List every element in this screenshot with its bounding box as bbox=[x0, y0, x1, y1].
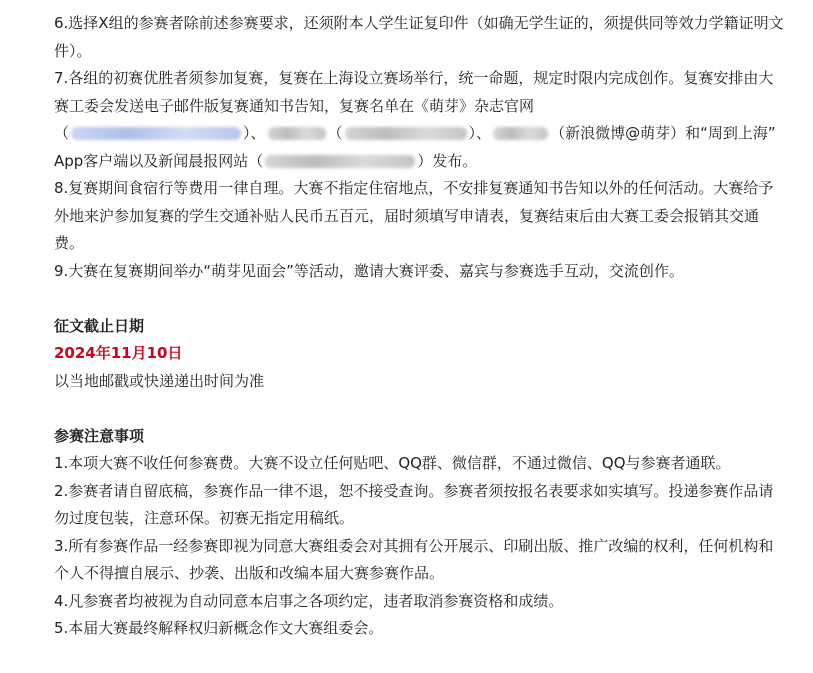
section-spacer bbox=[54, 395, 786, 423]
rule-item-7-text-c: App客户端以及新闻晨报网站（ bbox=[54, 151, 264, 170]
redacted-wechat-label bbox=[268, 127, 326, 140]
rule-item-6: 6.选择X组的参赛者除前述参赛要求，还须附本人学生证复印件（如确无学生证的，须提供同等效力学籍证明文件）。 bbox=[54, 14, 784, 60]
note-item-2: 2.参赛者请自留底稿，参赛作品一律不退，恕不接受查询。参赛者须按报名表要求如实填写。投递参赛作品请勿过度包装，注意环保。初赛无指定用稿纸。 bbox=[54, 481, 774, 527]
redacted-wechat-id bbox=[345, 127, 467, 140]
rule-item-7-bracket-close-2: ）、 bbox=[468, 124, 492, 142]
rule-item-7 bbox=[54, 65, 786, 175]
deadline-note: 以当地邮戳或快递递出时间为准 bbox=[54, 371, 265, 390]
rule-item-7-bracket-open-2: （ bbox=[327, 124, 343, 142]
rule-item-7-bracket-close-1: ）、 bbox=[243, 124, 266, 142]
note-item-4: 4.凡参赛者均被视为自动同意本启事之各项约定，违者取消参赛资格和成绩。 bbox=[54, 591, 564, 610]
section-spacer bbox=[54, 285, 786, 313]
article-body bbox=[54, 10, 786, 643]
redacted-news-url bbox=[265, 155, 415, 168]
notes-heading: 参赛注意事项 bbox=[54, 426, 145, 445]
rule-item-7-text-d: ）发布。 bbox=[417, 151, 478, 170]
rule-item-9: 9.大赛在复赛期间举办“萌芽见面会”等活动，邀请大赛评委、嘉宾与参赛选手互动，交流创作。 bbox=[54, 261, 684, 280]
deadline-date: 2024年11月10日 bbox=[54, 344, 183, 362]
deadline-heading: 征文截止日期 bbox=[54, 316, 145, 335]
note-item-1: 1.本项大赛不收任何参赛费。大赛不设立任何贴吧、QQ群、微信群，不通过微信、QQ与参赛者通联。 bbox=[54, 454, 731, 472]
rule-item-7-text-a: 7.各组的初赛优胜者须参加复赛，复赛在上海设立赛场举行，统一命题，规定时限内完成创作。复赛安排由大赛工委会发送电子邮件版复赛通知书告知，复赛名单在《萌芽》杂志官网 bbox=[54, 69, 774, 115]
note-item-3: 3.所有参赛作品一经参赛即视为同意大赛组委会对其拥有公开展示、印刷出版、推广改编的权利，任何机构和个人不得擅自展示、抄袭、出版和改编本届大赛参赛作品。 bbox=[54, 536, 774, 582]
redacted-weibo-label bbox=[493, 127, 548, 140]
rule-item-8: 8.复赛期间食宿行等费用一律自理。大赛不指定住宿地点，不安排复赛通知书告知以外的任何活动。大赛给予外地来沪参加复赛的学生交通补贴人民币五百元，届时须填写申请表，复赛结束后由大赛工委会报销其交通费。 bbox=[54, 179, 774, 252]
redacted-website-url bbox=[71, 127, 241, 140]
note-item-5: 5.本届大赛最终解释权归新概念作文大赛组委会。 bbox=[54, 619, 384, 637]
rule-item-7-text-b: （新浪微博@萌芽）和“周到上海” bbox=[550, 124, 776, 142]
rule-item-7-bracket-open-1: （ bbox=[54, 124, 70, 142]
